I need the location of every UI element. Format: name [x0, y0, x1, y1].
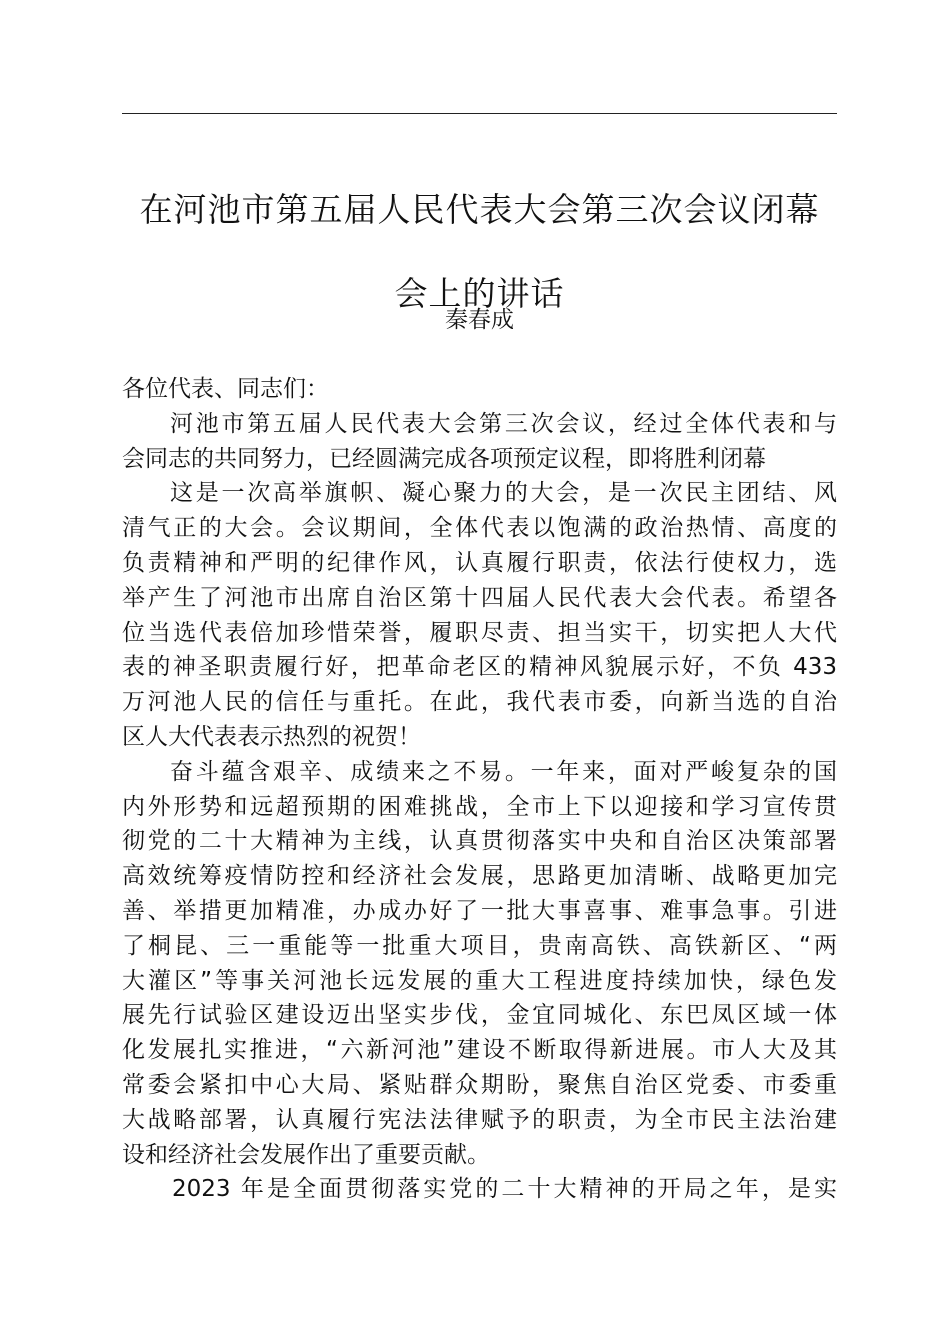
paragraph-2-line: 负责精神和严明的纪律作风，认真履行职责，依法行使权力，选 [122, 549, 837, 576]
paragraph-2-line: 这是一次高举旗帜、凝心聚力的大会，是一次民主团结、风 [170, 480, 837, 507]
paragraph-3-line: 善、举措更加精准，办成办好了一批大事喜事、难事急事。引进 [122, 897, 837, 924]
paragraph-2-line: 表的神圣职责履行好，把革命老区的精神风貌展示好，不负 433 [122, 654, 837, 681]
paragraph-3-line: 了桐昆、三一重能等一批重大项目，贵南高铁、高铁新区、“两 [122, 932, 837, 959]
title-line-2: 会上的讲话 [394, 274, 565, 313]
paragraph-1-line: 河池市第五届人民代表大会第三次会议，经过全体代表和与 [170, 410, 837, 437]
paragraph-3-line: 大战略部署，认真履行宪法法律赋予的职责，为全市民主法治建 [122, 1106, 837, 1133]
speech-body [122, 372, 837, 1207]
author-name: 秦春成 [445, 307, 514, 333]
paragraph-2-line: 区人大代表表示热烈的祝贺！ [122, 723, 421, 750]
paragraph-3-line: 设和经济社会发展作出了重要贡献。 [122, 1141, 490, 1168]
salutation: 各位代表、同志们： [122, 376, 329, 402]
paragraph-3-line: 高效统筹疫情防控和经济社会发展，思路更加清晰、战略更加完 [122, 863, 837, 890]
paragraph-3-line: 化发展扎实推进，“六新河池”建设不断取得新进展。市人大及其 [122, 1037, 837, 1064]
paragraph-1-line: 会同志的共同努力，已经圆满完成各项预定议程，即将胜利闭幕 [122, 445, 766, 472]
paragraph-3-line: 内外形势和远超预期的困难挑战，全市上下以迎接和学习宣传贯 [122, 793, 837, 820]
paragraph-3-line: 展先行试验区建设迈出坚实步伐，金宜同城化、东巴凤区域一体 [122, 1002, 837, 1029]
paragraph-2-line: 位当选代表倍加珍惜荣誉，履职尽责、担当实干，切实把人大代 [122, 619, 837, 646]
paragraph-2-line: 举产生了河池市出席自治区第十四届人民代表大会代表。希望各 [122, 584, 837, 611]
header-rule [122, 113, 837, 114]
paragraph-3-line: 彻党的二十大精神为主线，认真贯彻落实中央和自治区决策部署 [122, 828, 837, 855]
paragraph-4-line: 2023 年是全面贯彻落实党的二十大精神的开局之年，是实 [172, 1176, 837, 1203]
paragraph-3-line: 常委会紧扣中心大局、紧贴群众期盼，聚焦自治区党委、市委重 [122, 1071, 837, 1098]
paragraph-3-line: 奋斗蕴含艰辛、成绩来之不易。一年来，面对严峻复杂的国 [170, 758, 837, 785]
paragraph-2-line: 清气正的大会。会议期间，全体代表以饱满的政治热情、高度的 [122, 515, 837, 542]
title-line-1: 在河池市第五届人民代表大会第三次会议闭幕 [139, 190, 820, 229]
paragraph-3-line: 大灌区”等事关河池长远发展的重大工程进度持续加快，绿色发 [122, 967, 837, 994]
paragraph-2-line: 万河池人民的信任与重托。在此，我代表市委，向新当选的自治 [122, 689, 837, 716]
